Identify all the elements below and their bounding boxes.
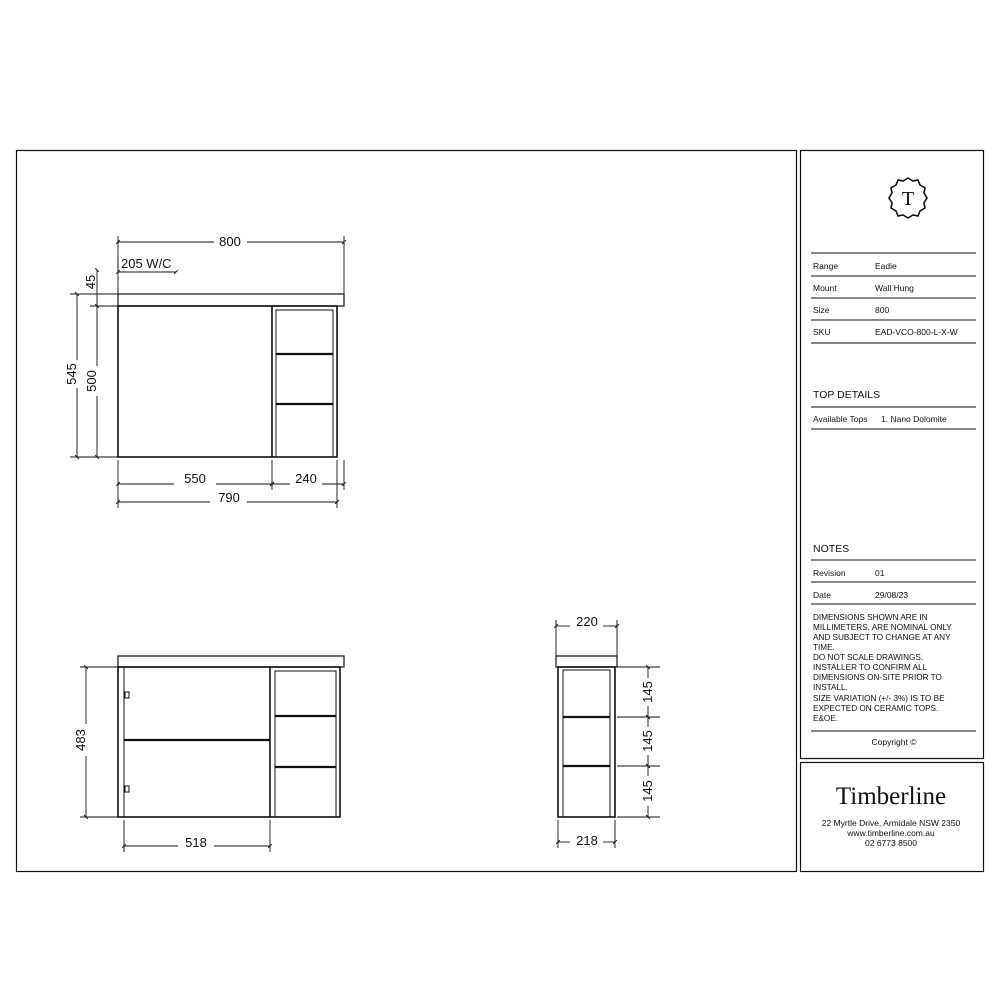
spec-value-sku: EAD-VCO-800-L-X-W bbox=[875, 327, 958, 337]
disclaimer-line: E&OE. bbox=[813, 714, 839, 723]
disclaimer-line: MILLIMETERS, ARE NOMINAL ONLY bbox=[813, 623, 952, 632]
disclaimer-line: INSTALL. bbox=[813, 683, 848, 692]
dim-label-45: 45 bbox=[83, 274, 98, 290]
company-address: 22 Myrtle Drive, Armidale NSW 2350 bbox=[821, 818, 961, 828]
dim-label-145-b: 145 bbox=[640, 730, 655, 752]
spec-value-mount: Wall Hung bbox=[875, 283, 914, 293]
available-tops-label: Available Tops bbox=[813, 414, 868, 424]
dim-label-790: 790 bbox=[218, 490, 240, 505]
internal-hinge-top bbox=[125, 692, 129, 698]
disclaimer-notes bbox=[813, 613, 952, 723]
date-value: 29/08/23 bbox=[875, 590, 909, 600]
internal-top-slab bbox=[118, 656, 344, 667]
copyright-text: Copyright © bbox=[871, 737, 917, 747]
disclaimer-line: DIMENSIONS ON-SITE PRIOR TO bbox=[813, 673, 942, 682]
front-cabinet-body bbox=[118, 306, 337, 457]
dim-label-218: 218 bbox=[576, 833, 598, 848]
side-top-slab bbox=[556, 656, 617, 667]
revision-value: 01 bbox=[875, 568, 885, 578]
dim-label-483: 483 bbox=[73, 729, 88, 751]
dim-label-500: 500 bbox=[84, 370, 99, 392]
internal-cabinet-body bbox=[118, 667, 340, 817]
front-open-shelf-bay bbox=[276, 310, 333, 457]
company-name: Timberline bbox=[835, 783, 947, 810]
dim-label-550: 550 bbox=[184, 471, 206, 486]
revision-label: Revision bbox=[813, 568, 846, 578]
spec-label-mount: Mount bbox=[813, 283, 837, 293]
company-block-frame bbox=[801, 763, 984, 872]
logo-letter: T bbox=[901, 188, 915, 210]
disclaimer-line: DO NOT SCALE DRAWINGS. bbox=[813, 653, 924, 662]
company-phone: 02 6773 8500 bbox=[865, 838, 917, 848]
spec-label-size: Size bbox=[813, 305, 830, 315]
spec-value-range: Eadie bbox=[875, 261, 897, 271]
disclaimer-line: INSTALLER TO CONFIRM ALL bbox=[813, 663, 928, 672]
notes-heading: NOTES bbox=[813, 543, 850, 555]
spec-table bbox=[813, 261, 958, 337]
company-website: www.timberline.com.au bbox=[847, 828, 935, 838]
available-tops-value: 1. Nano Dolomite bbox=[881, 414, 947, 424]
logo-seal bbox=[889, 178, 927, 218]
disclaimer-line: DIMENSIONS SHOWN ARE IN bbox=[813, 613, 928, 622]
dim-label-wc: 205 W/C bbox=[121, 256, 172, 271]
internal-view bbox=[118, 656, 344, 817]
top-details-heading: TOP DETAILS bbox=[813, 389, 881, 401]
spec-label-range: Range bbox=[813, 261, 839, 271]
disclaimer-line: EXPECTED ON CERAMIC TOPS. bbox=[813, 704, 939, 713]
internal-open-shelf-bay bbox=[275, 671, 336, 817]
front-top-slab bbox=[118, 294, 344, 306]
disclaimer-line: AND SUBJECT TO CHANGE AT ANY bbox=[813, 633, 951, 642]
side-cabinet-body bbox=[558, 667, 615, 817]
dim-label-145-c: 145 bbox=[640, 780, 655, 802]
spec-label-sku: SKU bbox=[813, 327, 831, 337]
dim-label-145-a: 145 bbox=[640, 681, 655, 703]
front-view bbox=[118, 294, 344, 457]
dim-label-240: 240 bbox=[295, 471, 317, 486]
date-label: Date bbox=[813, 590, 831, 600]
dim-label-518: 518 bbox=[185, 835, 207, 850]
dim-label-800: 800 bbox=[219, 234, 241, 249]
spec-value-size: 800 bbox=[875, 305, 890, 315]
internal-hinge-bottom bbox=[125, 786, 129, 792]
dim-label-545: 545 bbox=[64, 363, 79, 385]
disclaimer-line: TIME. bbox=[813, 643, 835, 652]
disclaimer-line: SIZE VARIATION (+/- 3%) IS TO BE bbox=[813, 694, 945, 703]
side-view bbox=[556, 656, 617, 817]
dim-label-220: 220 bbox=[576, 614, 598, 629]
